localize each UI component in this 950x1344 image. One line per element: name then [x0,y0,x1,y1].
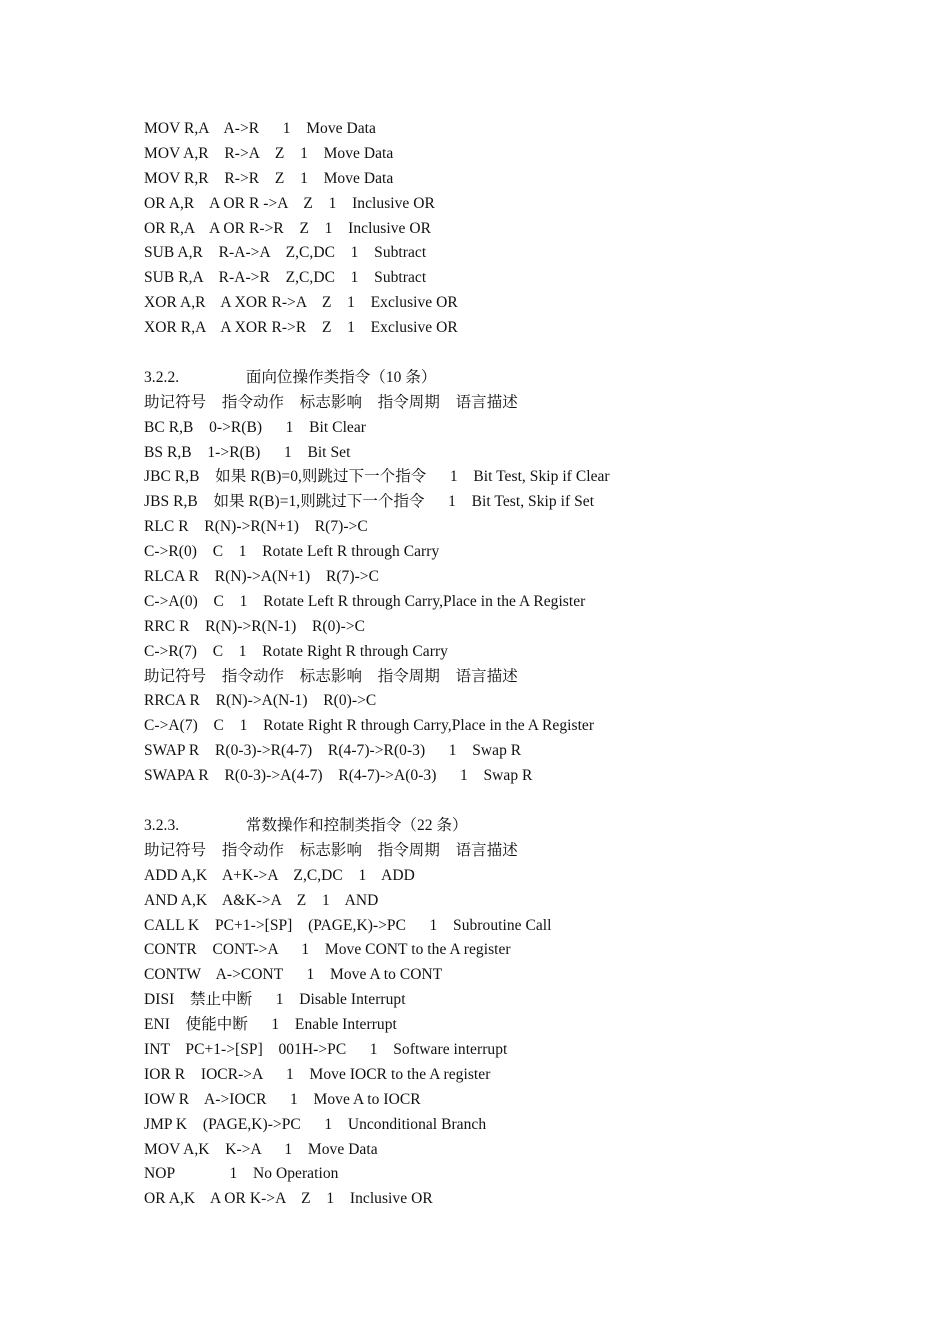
instruction-line: SWAPA R R(0-3)->A(4-7) R(4-7)->A(0-3) 1 Swap R [144,767,533,785]
instruction-line: BC R,B 0->R(B) 1 Bit Clear [144,418,366,436]
instruction-line: CONTW A->CONT 1 Move A to CONT [144,966,443,984]
table-header-line: 助记符号 指令动作 标志影响 指令周期 语言描述 [144,667,518,685]
instruction-line: ENI 使能中断 1 Enable Interrupt [144,1016,397,1034]
instruction-line: OR A,K A OR K->A Z 1 Inclusive OR [144,1190,433,1208]
instruction-line: SUB R,A R-A->R Z,C,DC 1 Subtract [144,269,427,287]
instruction-line: SWAP R R(0-3)->R(4-7) R(4-7)->R(0-3) 1 Swap R [144,742,522,760]
instruction-line: XOR R,A A XOR R->R Z 1 Exclusive OR [144,319,458,337]
instruction-line: C->A(7) C 1 Rotate Right R through Carry,Place in the A Register [144,717,595,735]
instruction-line: JBC R,B 如果 R(B)=0,则跳过下一个指令 1 Bit Test, Skip if Clear [144,468,610,486]
instruction-line: JBS R,B 如果 R(B)=1,则跳过下一个指令 1 Bit Test, Skip if Set [144,493,595,511]
blank-line [144,341,904,366]
instruction-line: IOW R A->IOCR 1 Move A to IOCR [144,1090,421,1108]
instruction-line: C->R(0) C 1 Rotate Left R through Carry [144,543,440,561]
instruction-line: RLC R R(N)->R(N+1) R(7)->C [144,518,368,536]
section-heading: 3.2.3. 常数操作和控制类指令（22 条） [144,816,468,834]
instruction-line: CONTR CONT->A 1 Move CONT to the A register [144,941,511,959]
instruction-line: INT PC+1->[SP] 001H->PC 1 Software interrupt [144,1040,508,1058]
instruction-line: MOV R,A A->R 1 Move Data [144,120,376,137]
instruction-line: C->R(7) C 1 Rotate Right R through Carry [144,642,448,660]
instruction-line: XOR A,R A XOR R->A Z 1 Exclusive OR [144,294,458,312]
instruction-line: NOP 1 No Operation [144,1165,339,1183]
instruction-line: JMP K (PAGE,K)->PC 1 Unconditional Branch [144,1115,487,1133]
instruction-line: OR R,A A OR R->R Z 1 Inclusive OR [144,219,431,237]
instruction-line: IOR R IOCR->A 1 Move IOCR to the A register [144,1065,491,1083]
instruction-line: ADD A,K A+K->A Z,C,DC 1 ADD [144,866,415,884]
instruction-line: MOV A,K K->A 1 Move Data [144,1140,378,1158]
instruction-line: CALL K PC+1->[SP] (PAGE,K)->PC 1 Subroutine Call [144,916,552,934]
blank-line [144,789,904,814]
instruction-line: RRC R R(N)->R(N-1) R(0)->C [144,617,366,635]
instruction-line: MOV R,R R->R Z 1 Move Data [144,169,394,187]
instruction-line: BS R,B 1->R(B) 1 Bit Set [144,443,351,461]
instruction-line: SUB A,R R-A->A Z,C,DC 1 Subtract [144,244,427,262]
instruction-line: MOV A,R R->A Z 1 Move Data [144,144,394,162]
table-header-line: 助记符号 指令动作 标志影响 指令周期 语言描述 [144,393,518,411]
instruction-line: DISI 禁止中断 1 Disable Interrupt [144,991,406,1009]
instruction-line: AND A,K A&K->A Z 1 AND [144,891,379,909]
instruction-line: RRCA R R(N)->A(N-1) R(0)->C [144,692,377,710]
section-heading: 3.2.2. 面向位操作类指令（10 条） [144,368,437,386]
instruction-line: OR A,R A OR R ->A Z 1 Inclusive OR [144,194,435,212]
instruction-line: RLCA R R(N)->A(N+1) R(7)->C [144,568,379,586]
table-header-line: 助记符号 指令动作 标志影响 指令周期 语言描述 [144,841,518,859]
document-body [144,117,904,1212]
instruction-line: C->A(0) C 1 Rotate Left R through Carry,Place in the A Register [144,592,586,610]
